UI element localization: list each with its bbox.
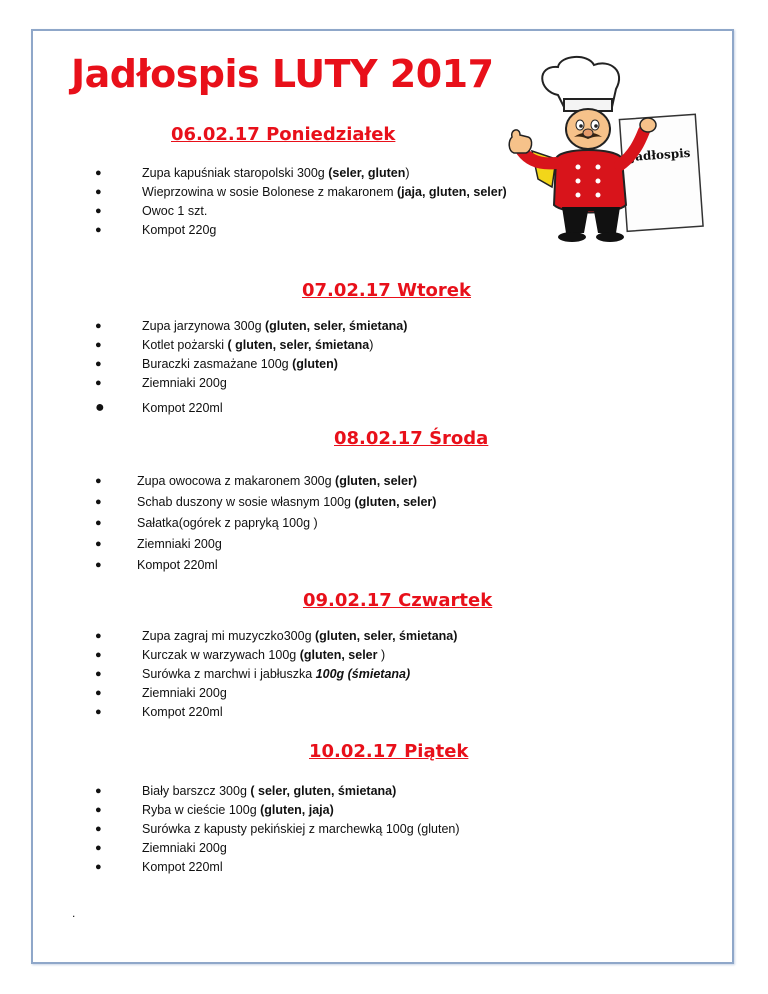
list-item: ● Kompot 220ml xyxy=(137,556,557,575)
day-heading-tuesday: 07.02.17 Wtorek xyxy=(302,280,471,301)
bullet-icon: ● xyxy=(95,205,102,217)
list-item: ● Surówka z marchwi i jabłuszka 100g (śmietana) xyxy=(142,665,562,684)
day-heading-monday: 06.02.17 Poniedziałek xyxy=(171,124,396,145)
list-item: ● Biały barszcz 300g ( seler, gluten, śmietana) xyxy=(142,782,562,801)
list-item: ● Kompot 220ml xyxy=(142,858,562,877)
bullet-icon: ● xyxy=(95,842,102,854)
list-item: ● Kompot 220ml xyxy=(95,399,223,416)
stray-dot: . xyxy=(72,906,76,920)
bullet-icon: ● xyxy=(95,186,102,198)
bullet-icon: ● xyxy=(95,224,102,236)
chef-illustration xyxy=(498,55,713,245)
bullet-icon: ● xyxy=(95,630,102,642)
list-item: ● Kompot 220ml xyxy=(142,703,562,722)
bullet-icon: ● xyxy=(95,399,105,416)
menu-list-wednesday xyxy=(95,472,557,575)
day-heading-wednesday: 08.02.17 Środa xyxy=(334,428,489,449)
bullet-icon: ● xyxy=(95,517,102,529)
bullet-icon: ● xyxy=(95,559,102,571)
bullet-icon: ● xyxy=(95,861,102,873)
bullet-icon: ● xyxy=(95,649,102,661)
bullet-icon: ● xyxy=(95,320,102,332)
list-item: ● Buraczki zasmażane 100g (gluten) xyxy=(142,355,562,374)
list-item: ● Kompot 220g xyxy=(142,221,522,240)
bullet-icon: ● xyxy=(95,785,102,797)
bullet-icon: ● xyxy=(95,377,102,389)
list-item: ● Surówka z kapusty pekińskiej z marchewką 100g (gluten) xyxy=(142,820,562,839)
page-title: Jadłospis LUTY 2017 xyxy=(71,52,494,96)
bullet-icon: ● xyxy=(95,358,102,370)
list-item: ● Kurczak w warzywach 100g (gluten, seler ) xyxy=(142,646,562,665)
list-item: ● Sałatka(ogórek z papryką 100g ) xyxy=(137,514,557,533)
list-item: ● Zupa zagraj mi muzyczko300g (gluten, seler, śmietana) xyxy=(142,627,562,646)
bullet-icon: ● xyxy=(95,804,102,816)
chef-sign-text: Jadłospis xyxy=(629,145,691,164)
bullet-icon: ● xyxy=(95,706,102,718)
bullet-icon: ● xyxy=(95,339,102,351)
list-item: ● Wieprzowina w sosie Bolonese z makaronem (jaja, gluten, seler) xyxy=(142,183,522,202)
list-item: ● Kotlet pożarski ( gluten, seler, śmietana) xyxy=(142,336,562,355)
day-heading-friday: 10.02.17 Piątek xyxy=(309,741,469,762)
menu-list-tuesday xyxy=(95,317,562,418)
bullet-icon: ● xyxy=(95,687,102,699)
menu-list-thursday xyxy=(95,627,562,722)
bullet-icon: ● xyxy=(95,668,102,680)
menu-list-monday xyxy=(95,164,522,240)
list-item: ● Zupa owocowa z makaronem 300g (gluten, seler) xyxy=(137,472,557,491)
list-item: ● Zupa jarzynowa 300g (gluten, seler, śmietana) xyxy=(142,317,562,336)
day-heading-thursday: 09.02.17 Czwartek xyxy=(303,590,493,611)
list-item: ● Ryba w cieście 100g (gluten, jaja) xyxy=(142,801,562,820)
list-item: ● Ziemniaki 200g xyxy=(142,684,562,703)
bullet-icon: ● xyxy=(95,475,102,487)
bullet-icon: ● xyxy=(95,823,102,835)
menu-list-friday xyxy=(95,782,562,877)
list-item: ● Owoc 1 szt. xyxy=(142,202,522,221)
bullet-icon: ● xyxy=(95,167,102,179)
list-item: ● Ziemniaki 200g xyxy=(142,374,562,393)
bullet-icon: ● xyxy=(95,496,102,508)
list-item: ● Schab duszony w sosie własnym 100g (gluten, seler) xyxy=(137,493,557,512)
list-item: ● Ziemniaki 200g xyxy=(142,839,562,858)
list-item: ● Ziemniaki 200g xyxy=(137,535,557,554)
bullet-icon: ● xyxy=(95,538,102,550)
list-item: ● Zupa kapuśniak staropolski 300g (seler, gluten) xyxy=(142,164,522,183)
